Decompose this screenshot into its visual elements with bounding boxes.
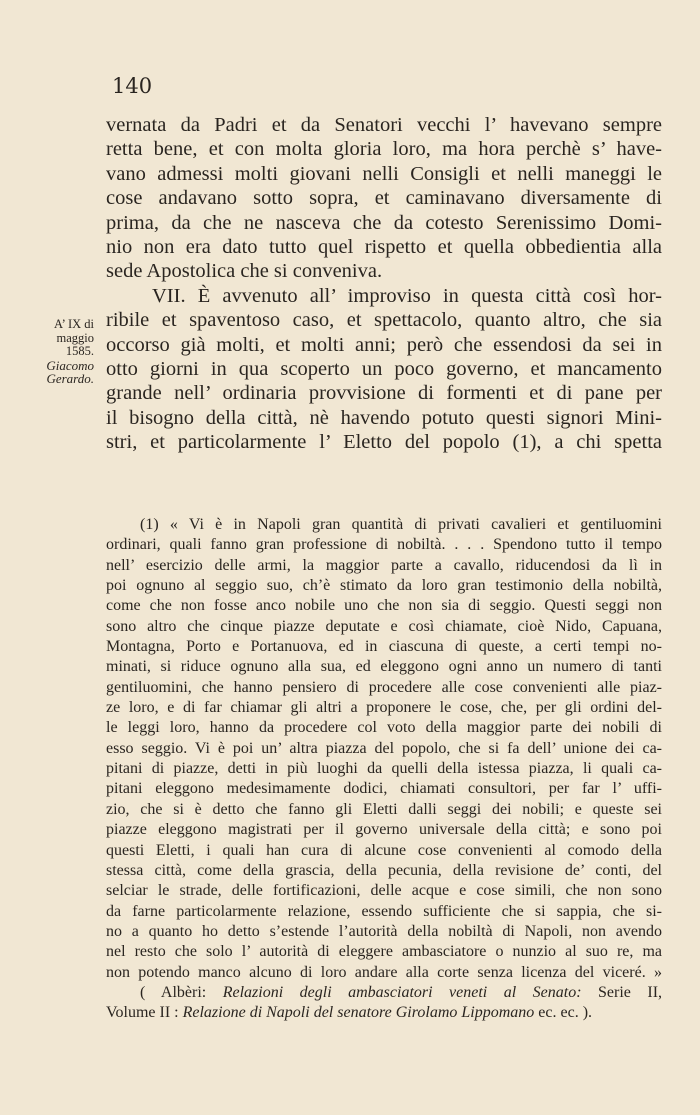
margin-note xyxy=(14,318,94,386)
citation-title: Relazioni degli ambasciatori veneti al Senato: xyxy=(222,983,582,1001)
footnote-line: come che non fosse anco nobile uno che non sia di seggio. Questi seggi non xyxy=(106,597,662,615)
footnote-line: piazze eleggono magistrati per il governo universale della città; e sono poi xyxy=(106,821,662,839)
footnote-line: pitani eleggono medesimamente dodici, chiamati consultori, per far l’ uffi- xyxy=(106,780,662,798)
footnote-line: questi Eletti, i quali han cura di alcune cose convenienti al comodo della xyxy=(106,841,662,859)
main-line: nio non era dato tutto quel rispetto et quella obbedientia alla xyxy=(106,236,662,259)
main-line: otto giorni in qua scoperto un poco governo, et mancamento xyxy=(106,358,662,381)
citation-line xyxy=(106,1003,662,1023)
footnote-line: esso seggio. Vi è poi un’ altra piazza del popolo, che si fa dell’ unione dei ca- xyxy=(106,739,662,757)
footnote-line: Montagna, Porto e Portanuova, ed in ciascuna di queste, a certi tempi no- xyxy=(106,638,662,656)
footnote-line: non potendo manco alcuno di loro andare alla corte senza licenza del viceré. » xyxy=(106,963,662,981)
footnote-line: gentiluomini, che hanno pensiero di procedere alle cose convenienti alle piaz- xyxy=(106,678,662,696)
footnote-line: ze loro, e di far chiamar gli altri a proponere le cose, che, per gli ordini del- xyxy=(106,699,662,717)
page-number: 140 xyxy=(112,74,153,98)
footnote-line: no a quanto ho detto s’estende l’autorità della nobiltà di Napoli, non avendo xyxy=(106,922,662,940)
citation-series: Serie II, xyxy=(581,983,663,1001)
citation-open: ( Albèri: xyxy=(140,983,223,1001)
main-line: stri, et particolarmente l’ Eletto del popolo (1), a chi spetta xyxy=(106,431,662,454)
footnote-line: ordinari, quali fanno gran professione di nobiltà. . . . Spendono tutto il tempo xyxy=(106,536,662,554)
main-line: grande nell’ ordinaria provvisione di formenti et di pane per xyxy=(106,382,662,405)
margin-author: Gerardo. xyxy=(46,371,94,387)
main-line: vernata da Padri et da Senatori vecchi l’ havevano sempre xyxy=(106,114,662,136)
citation-title: Relazione di Napoli del senatore Girolamo Lippomano xyxy=(182,1004,535,1022)
margin-date-line: maggio xyxy=(56,330,94,345)
footnote-line: stessa città, come della grascia, della pecunia, della revisione de’ conti, del xyxy=(106,861,662,879)
main-line: il bisogno della città, nè havendo potuto questi signori Mini- xyxy=(106,406,662,429)
citation-end: ec. ec. ). xyxy=(534,1004,593,1022)
margin-author: Giacomo xyxy=(46,357,94,373)
main-line: retta bene, et con molta gloria loro, ma hora perchè s’ have- xyxy=(106,138,662,161)
margin-date-line: A’ IX di xyxy=(53,317,94,331)
main-line: ribile et spaventoso caso, et spettacolo, quanto altro, che sia xyxy=(106,309,662,332)
footnote-line: le leggi loro, hanno da procedere col voto della maggior parte dei nobili di xyxy=(106,719,662,737)
citation-volume: Volume II : xyxy=(106,1004,183,1022)
main-line: cose andavano sotto sopra, et caminavano diversamente di xyxy=(106,187,662,210)
citation-line xyxy=(106,983,662,1003)
footnote-line: (1) « Vi è in Napoli gran quantità di privati cavalieri et gentiluomini xyxy=(140,516,662,533)
footnote xyxy=(106,515,662,1024)
footnote-line: poi ognuno al seggio suo, ch’è stimato da loro gran testimonio della nobiltà, xyxy=(106,577,662,595)
footnote-line: minati, si riduce ognuno alla sua, ed eleggono ogni anno un numero di tanti xyxy=(106,658,662,676)
main-line: sede Apostolica che si conveniva. xyxy=(106,260,383,283)
footnote-line: sono altro che cinque piazze deputate e così chiamate, cioè Nido, Capuana, xyxy=(106,617,662,635)
main-line: occorso già molti, et molti anni; però che essendosi da sei in xyxy=(106,333,662,356)
main-text xyxy=(106,113,662,455)
section-heading-line: VII. È avvenuto all’ improviso in questa città così hor- xyxy=(152,284,662,307)
footnote-line: nell’ esercizio delle armi, la maggior parte a cavallo, riducendosi da lì in xyxy=(106,556,662,574)
main-line: prima, da che ne nasceva che da cotesto Serenissimo Domi- xyxy=(106,211,662,234)
margin-year: 1585. xyxy=(65,344,94,359)
footnote-line: nel resto che solo l’ autorità di eleggere ambasciatore o nunzio al suo re, ma xyxy=(106,943,662,961)
footnote-line: selciar le strade, delle fortificazioni, delle acque e cose simili, che non sono xyxy=(106,882,662,900)
footnote-line: da farne particolarmente relazione, essendo sufficiente che si sappia, che si- xyxy=(106,902,662,920)
footnote-line: zio, che si è detto che fanno gli Eletti dalli seggi dei nobili; e queste sei xyxy=(106,800,662,818)
main-line: vano admessi molti giovani nelli Consigli et nelli maneggi le xyxy=(106,162,662,185)
footnote-line: pitani di piazze, detti in più luoghi da quelli della istessa piazza, li quali ca- xyxy=(106,760,662,778)
